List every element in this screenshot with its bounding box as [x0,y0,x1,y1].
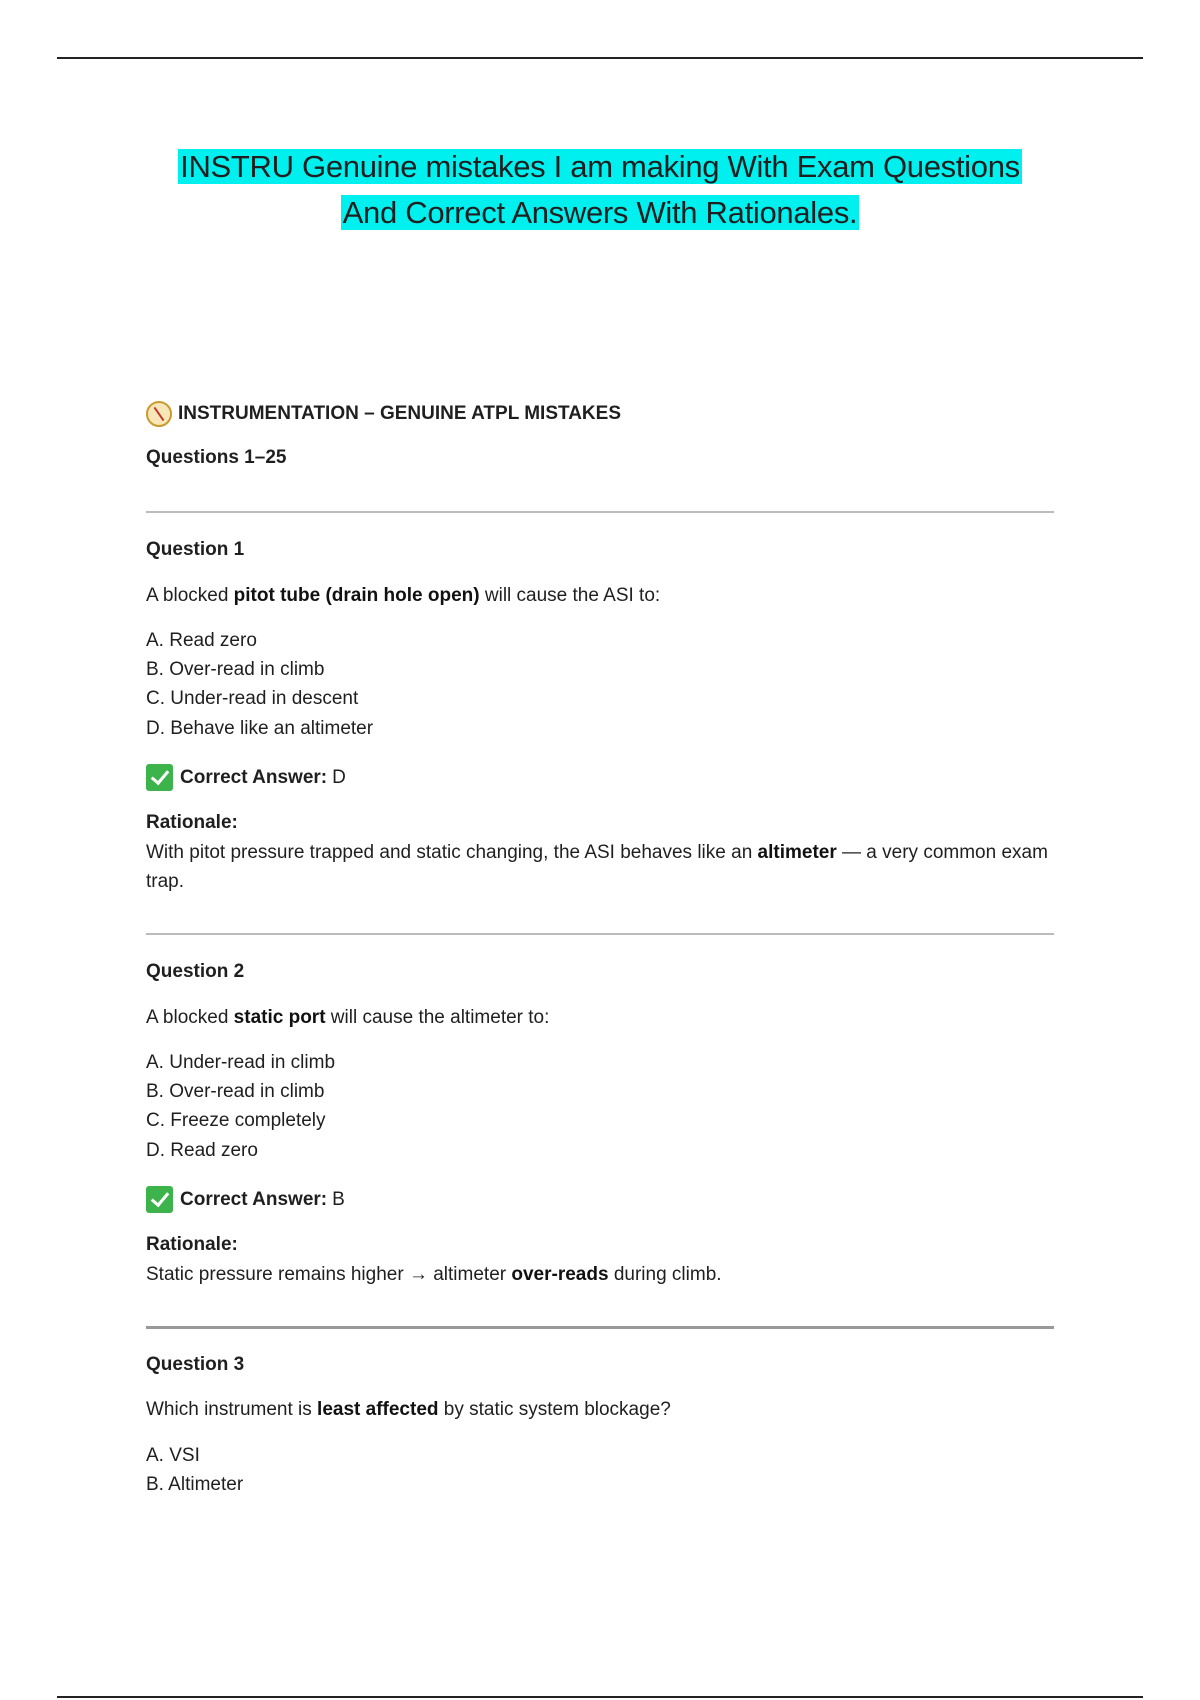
option-a: A. Read zero [146,630,257,651]
question-text-part: by static system blockage? [438,1399,671,1420]
page-bottom-rule [57,1696,1143,1698]
divider [146,1326,1054,1329]
rationale-text [146,1260,1058,1289]
rationale-part: With pitot pressure trapped and static changing, the ASI behaves like an [146,842,758,863]
title-line-1: INSTRU Genuine mistakes I am making With Exam Questions [180,149,1020,184]
question-label: Question 3 [146,1354,245,1375]
divider [146,511,1054,513]
option-a: A. Under-read in climb [146,1052,336,1073]
correct-answer-label: Correct Answer: [180,1188,328,1210]
correct-answer [146,764,346,791]
page-top-rule [57,57,1143,59]
rationale-text [146,838,1058,896]
check-mark-icon [146,764,173,791]
option-b: B. Altimeter [146,1474,244,1495]
option-a: A. VSI [146,1445,200,1466]
document-title [100,144,1100,236]
questions-range: Questions 1–25 [146,447,287,468]
option-d: D. Behave like an altimeter [146,718,374,739]
rationale-emphasis: over-reads [511,1264,609,1285]
option-b: B. Over-read in climb [146,1081,325,1102]
rationale-label: Rationale: [146,1234,238,1255]
question-label: Question 1 [146,539,245,560]
rationale-part: during climb. [608,1264,722,1285]
question-text-emphasis: pitot tube (drain hole open) [233,585,480,606]
question-text-part: will cause the altimeter to: [325,1007,550,1028]
option-c: C. Under-read in descent [146,688,359,709]
question-text-emphasis: static port [233,1007,326,1028]
correct-answer-value: D [332,766,346,788]
question-text [146,1399,671,1421]
correct-answer [146,1186,345,1213]
compass-icon [146,401,172,427]
correct-answer-value: B [332,1188,345,1210]
question-text-part: A blocked [146,1007,234,1028]
option-d: D. Read zero [146,1140,258,1161]
correct-answer-label: Correct Answer: [180,766,328,788]
question-label: Question 2 [146,961,245,982]
option-c: C. Freeze completely [146,1110,326,1131]
rationale-label: Rationale: [146,812,238,833]
section-heading [146,401,621,427]
question-text [146,1007,549,1029]
check-mark-icon [146,1186,173,1213]
rationale-emphasis: altimeter [757,842,837,863]
rationale-part: — a very common exam trap. [146,842,1048,892]
question-text-part: Which instrument is [146,1399,318,1420]
divider [146,933,1054,935]
question-text-emphasis: least affected [317,1399,439,1420]
question-text-part: A blocked [146,585,234,606]
title-line-2: And Correct Answers With Rationales. [342,195,858,230]
rationale-part: Static pressure remains higher → altimeter [146,1264,512,1285]
question-text-part: will cause the ASI to: [479,585,661,606]
question-text [146,585,660,607]
option-b: B. Over-read in climb [146,659,325,680]
section-title: INSTRUMENTATION – GENUINE ATPL MISTAKES [178,403,621,424]
